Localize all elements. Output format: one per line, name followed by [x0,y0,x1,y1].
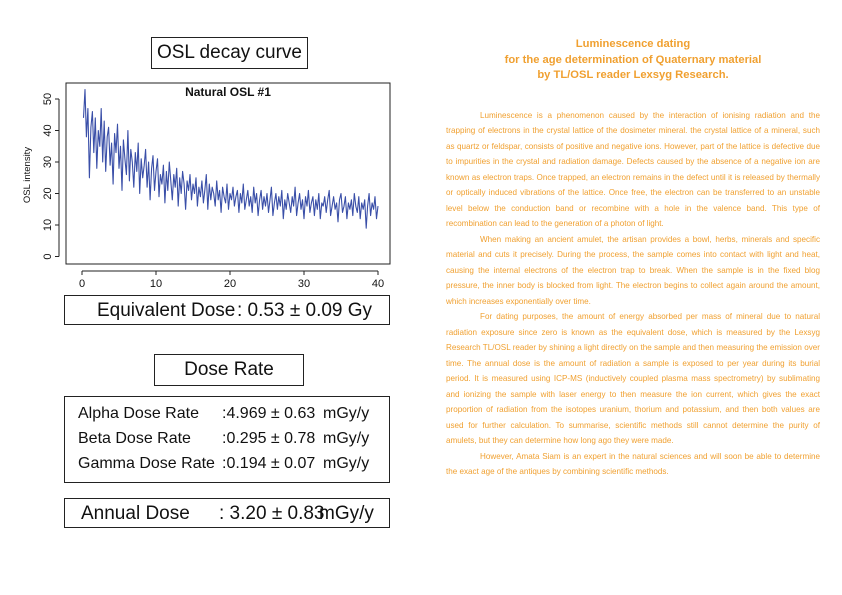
equivalent-dose-value: : 0.53 ± 0.09 Gy [237,300,373,321]
series-line [84,90,379,229]
equivalent-dose-box [64,295,390,325]
x-tick-label: 10 [149,278,163,290]
dose-rates-box [64,396,390,483]
y-tick-label: 30 [42,155,54,169]
article-paragraph: However, Amata Siam is an expert in the natural sciences and will soon be able to determine the exact age of the antiques by combining scientific methods. [446,451,820,476]
y-tick-label: 50 [42,92,54,106]
osl-title: OSL decay curve [156,42,303,63]
annual-dose-label: Annual Dose [81,503,190,524]
x-tick-label: 20 [223,278,237,290]
annual-dose-unit: mGy/y [319,503,374,524]
article-body [446,108,820,480]
dose-rate-unit: mGy/y [323,405,370,422]
dose-rate-name: Beta Dose Rate [78,430,191,447]
y-tick-label: 20 [42,187,54,200]
dose-rate-value: :0.194 ± 0.07 [222,455,316,472]
gamma-dose-row [78,455,388,475]
annual-dose-value: : 3.20 ± 0.83 [219,503,325,524]
article-paragraph: For dating purposes, the amount of energy absorbed per mass of mineral due to natural radiation exposure since zero is known as the equivalent dose, which is measured by the Lexsyg Research TL/OSL reader by shining a light directly on the sample and then measuring the emission over time. The annual dose is the amount of radiation a sample is exposed to per year during its burial period. It is measured using ICP-MS (inductively coupled plasma mass spectrometry) by sublimating and ionizing the sample with laser energy to then measure the ion current, which gives the exact proportion of radiation from the isotopes uranium, thorium and potassium, and then both values are used for further calculation. To summarise, scientific methods still cannot determine the purity of amulets, but they can determine how long ago they were made. [446,312,820,445]
article-title-line: Luminescence dating [575,38,691,50]
osl-series-line [84,90,379,229]
dose-rate-unit: mGy/y [323,455,370,472]
dose-rate-unit: mGy/y [323,430,370,447]
x-tick-label: 40 [371,278,385,290]
plot-frame [66,83,390,264]
x-tick-label: 30 [297,278,311,290]
chart-title: Natural OSL #1 [185,85,271,99]
article-paragraph: Luminescence is a phenomenon caused by the interaction of ionising radiation and the trapping of electrons in the crystal lattice of the dosimeter mineral. the crystal lattice of a mineral, such as quartz or feldspar, consists of positive and negative ions. However, part of the lattice is defective due to impurities in the crystal and radiation damage. Defects caused by the absence of a negative ion are known as electron traps. Once trapped, an electron remains in the defect until it is released by thermally or optically induced vibrations of the lattice. Once free, the electron can be transferred to an unstable level below the conduction band or recombine with a hole in the valence band. This type of recombination can lead to the generation of a photon of light. [446,110,820,228]
article-title [446,37,820,84]
equivalent-dose-label: Equivalent Dose [97,300,236,321]
annual-dose-box [64,498,390,528]
dose-rate-title-box [154,354,304,386]
beta-dose-row [78,430,388,450]
dose-rate-value: :0.295 ± 0.78 [222,430,316,447]
dose-rate-name: Alpha Dose Rate [78,405,199,422]
y-axis-label: OSL intensity [22,146,33,204]
article [446,37,820,480]
article-paragraph: When making an ancient amulet, the artisan provides a bowl, herbs, minerals and specific material and cuts it precisely. During the process, the sample comes into contact with light and heat, causing the internal electrons of the electron trap to break. When the sample is in the fixed blog pressure, the inner body is blocked from light. The electron begins to collect again around the amount, which increases exponentially over time. [446,234,820,306]
x-tick-label: 0 [78,278,86,290]
dose-rate-value: :4.969 ± 0.63 [222,405,316,422]
dose-rate-name: Gamma Dose Rate [78,455,215,472]
article-title-line: by TL/OSL reader Lexsyg Research. [537,69,729,81]
alpha-dose-row [78,405,388,425]
y-tick-label: 0 [42,253,54,260]
y-tick-label: 40 [42,124,54,137]
article-title-line: for the age determination of Quaternary material [504,53,762,66]
y-tick-label: 10 [42,218,54,232]
dose-rate-title: Dose Rate [184,359,274,380]
